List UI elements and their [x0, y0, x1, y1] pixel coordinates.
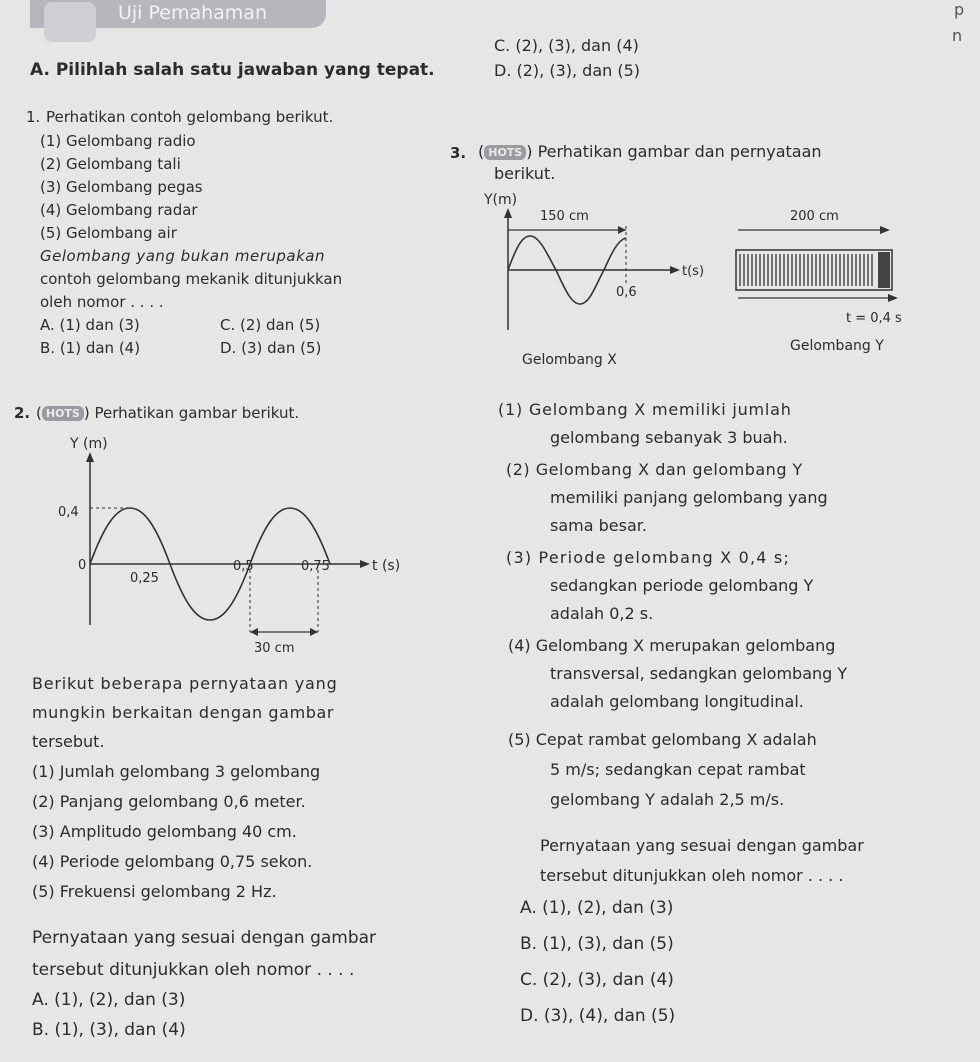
q2-option-b: B. (1), (3), dan (4): [32, 1020, 186, 1040]
q3-statement-cont: adalah 0,2 s.: [550, 604, 654, 623]
q3-option-b: B. (1), (3), dan (5): [520, 934, 674, 954]
q3-option-a: A. (1), (2), dan (3): [520, 898, 674, 918]
q1-option-a: A. (1) dan (3): [40, 316, 140, 334]
q3-x-caption: Gelombang X: [522, 352, 617, 368]
q3-question: tersebut ditunjukkan oleh nomor . . . .: [540, 866, 844, 885]
q3-statement-cont: transversal, sedangkan gelombang Y: [550, 664, 848, 683]
q3-option-c: C. (2), (3), dan (4): [520, 970, 674, 990]
q3-y-x-arrow: [888, 294, 898, 302]
q2-stem: Berikut beberapa pernyataan yang: [32, 674, 338, 693]
q2-heading: ( HOTS ) Perhatikan gambar berikut.: [36, 404, 300, 422]
option-d: D. (2), (3), dan (5): [494, 61, 641, 80]
page-edge-letter: n: [952, 26, 963, 45]
q3-number: 3.: [450, 144, 467, 162]
q1-item: (4) Gelombang radar: [40, 201, 198, 219]
q3-statement-cont: gelombang sebanyak 3 buah.: [550, 428, 788, 447]
q3-statement-cont: adalah gelombang longitudinal.: [550, 692, 804, 711]
page-edge-letter: p: [954, 0, 965, 19]
q2-x-tick: 0,5: [233, 559, 254, 574]
q2-statement: (3) Amplitudo gelombang 40 cm.: [32, 822, 297, 841]
q2-stem: tersebut.: [32, 732, 105, 751]
q2-statement: (5) Frekuensi gelombang 2 Hz.: [32, 882, 277, 901]
q1-stem: oleh nomor . . . .: [40, 293, 164, 311]
q3-statement: (1) Gelombang X memiliki jumlah: [498, 400, 792, 419]
q2-statement: (1) Jumlah gelombang 3 gelombang: [32, 762, 321, 781]
q2-question: tersebut ditunjukkan oleh nomor . . . .: [32, 960, 355, 980]
q3-x-dimension: 150 cm: [540, 209, 589, 224]
q3-y-dimension: 200 cm: [790, 209, 839, 224]
q3-statement-cont: sama besar.: [550, 516, 647, 535]
q3-statement-cont: sedangkan periode gelombang Y: [550, 576, 814, 595]
q3-option-d: D. (3), (4), dan (5): [520, 1006, 676, 1026]
q3-statement: (4) Gelombang X merupakan gelombang: [508, 636, 836, 655]
q1-option-c: C. (2) dan (5): [220, 316, 321, 334]
q2-number: 2.: [14, 404, 31, 422]
q2-xlabel: t (s): [372, 558, 401, 574]
q3-x-tick: 0,6: [616, 285, 637, 300]
q3-intro-cont: berikut.: [494, 164, 556, 183]
q1-option-b: B. (1) dan (4): [40, 339, 141, 357]
q3-y-spring-end: [878, 252, 890, 288]
q2-dimension-label: 30 cm: [254, 641, 295, 656]
q3-x-ylabel: Y(m): [484, 192, 518, 208]
q3-question: Pernyataan yang sesuai dengan gambar: [540, 836, 864, 855]
q1-item: (2) Gelombang tali: [40, 155, 181, 173]
q3-statement-cont: 5 m/s; sedangkan cepat rambat: [550, 760, 806, 779]
q3-statement: (3) Periode gelombang X 0,4 s;: [506, 548, 791, 567]
q2-x-tick: 0,25: [130, 571, 159, 586]
q1-option-d: D. (3) dan (5): [220, 339, 322, 357]
q1-number: 1.: [26, 108, 41, 126]
q2-option-a: A. (1), (2), dan (3): [32, 990, 186, 1010]
option-c: C. (2), (3), dan (4): [494, 36, 639, 55]
hots-badge: HOTS: [42, 406, 84, 421]
q2-y-tick: 0,4: [58, 505, 79, 520]
q3-intro: Perhatikan gambar dan pernyataan: [537, 142, 822, 161]
q3-heading: ( HOTS ) Perhatikan gambar dan pernyataan: [478, 142, 822, 161]
section-header-title: Uji Pemahaman: [118, 2, 268, 24]
q3-x-xlabel: t(s): [682, 264, 705, 279]
q3-y-dim-arrowhead: [880, 226, 890, 234]
q1-item: (5) Gelombang air: [40, 224, 177, 242]
q2-intro: Perhatikan gambar berikut.: [94, 404, 300, 422]
q2-origin: 0: [78, 558, 87, 573]
q1-item: (1) Gelombang radio: [40, 132, 196, 150]
q1-stem: contoh gelombang mekanik ditunjukkan: [40, 270, 343, 288]
q3-y-caption: Gelombang Y: [790, 338, 884, 354]
q3-y-time: t = 0,4 s: [846, 311, 902, 326]
q1-item: (3) Gelombang pegas: [40, 178, 203, 196]
q2-question: Pernyataan yang sesuai dengan gambar: [32, 928, 377, 948]
q2-statement: (4) Periode gelombang 0,75 sekon.: [32, 852, 313, 871]
q1-stem: Gelombang yang bukan merupakan: [40, 247, 325, 265]
q3-statement: (5) Cepat rambat gelombang X adalah: [508, 730, 817, 749]
q2-ylabel: Y (m): [70, 436, 108, 452]
q3-statement-cont: memiliki panjang gelombang yang: [550, 488, 828, 507]
q2-statement: (2) Panjang gelombang 0,6 meter.: [32, 792, 306, 811]
q2-x-tick: 0,75: [301, 559, 330, 574]
q1-intro: Perhatikan contoh gelombang berikut.: [46, 108, 334, 126]
q3-statement: (2) Gelombang X dan gelombang Y: [506, 460, 803, 479]
q3-statement-cont: gelombang Y adalah 2,5 m/s.: [550, 790, 785, 809]
hots-badge: HOTS: [484, 145, 526, 160]
q2-stem: mungkin berkaitan dengan gambar: [32, 703, 335, 722]
section-a-title: A. Pilihlah salah satu jawaban yang tepat.: [30, 60, 435, 80]
